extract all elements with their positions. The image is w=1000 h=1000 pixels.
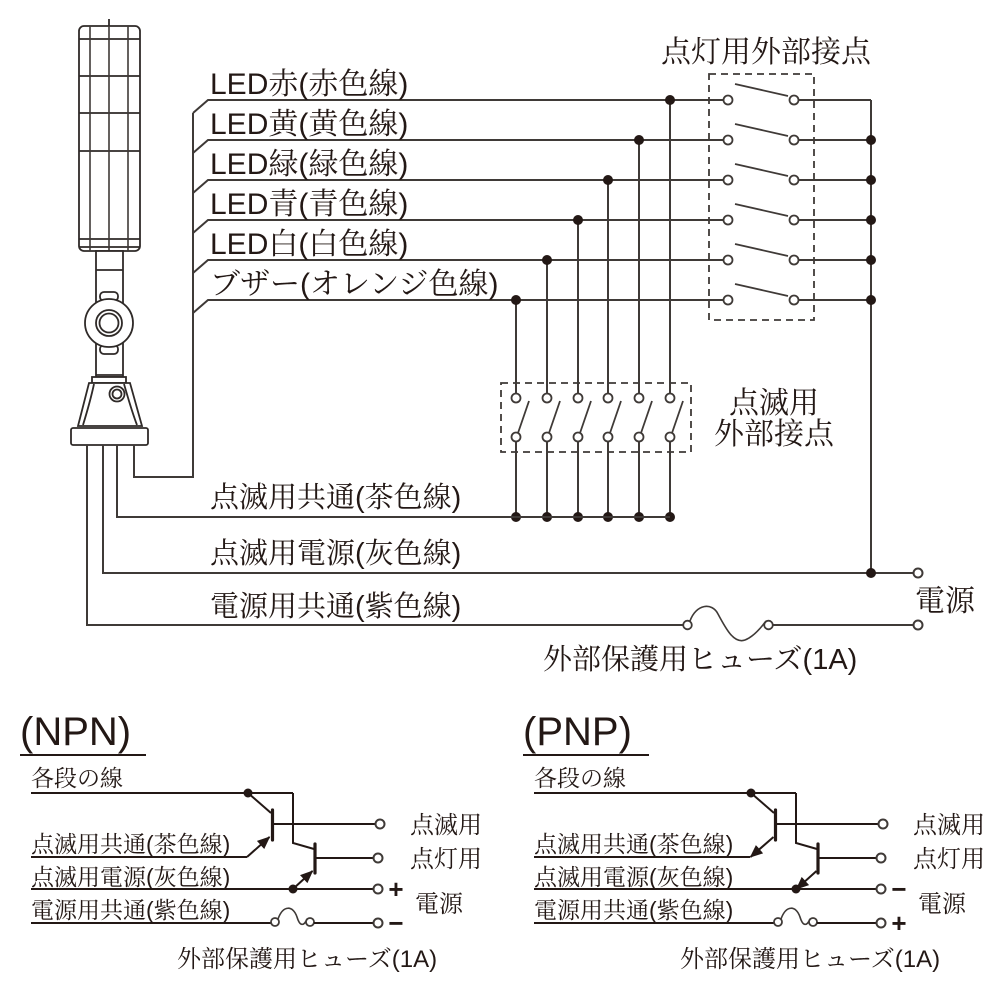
bus-dot (866, 295, 876, 305)
blinking-switch-3 (574, 394, 592, 442)
lighting-switch-1 (724, 84, 799, 105)
npn-transistor1-emitter-arrow (247, 837, 270, 857)
npn-power-label: 電源 (415, 891, 463, 918)
pnp-blink-common-label: 点滅用共通(茶色線) (534, 831, 734, 857)
pnp-polarity-top: − (891, 874, 907, 904)
top-diagram (87, 36, 976, 676)
npn-title: (NPN) (20, 710, 132, 754)
power-common-label: 電源用共通(紫色線) (210, 591, 462, 623)
lighting-contacts-box (709, 74, 814, 320)
bus-junction-dot (866, 568, 876, 578)
npn-blink-power-label: 点滅用電源(灰色線) (31, 864, 231, 890)
wire-label-led-blue: LED青(青色線) (210, 188, 409, 221)
mount-base-plate (71, 428, 148, 445)
branch-drop-wires (516, 100, 670, 394)
wire-label-led-green: LED緑(緑色線) (210, 148, 409, 181)
lighting-contacts-title: 点灯用外部接点 (661, 36, 871, 69)
bus-dot (866, 215, 876, 225)
pnp-power-label: 電源 (918, 891, 966, 918)
lighting-switch-6 (724, 284, 799, 305)
npn-out-light-label: 点灯用 (410, 846, 482, 873)
blinking-contacts-title-line2: 外部接点 (714, 418, 834, 451)
npn-transistor2-emitter-arrow (293, 871, 313, 889)
blinking-contacts-block (501, 383, 835, 522)
lighting-switch-4 (724, 204, 799, 225)
pnp-each-stage-label: 各段の線 (534, 765, 626, 791)
pnp-out-blink-label: 点滅用 (913, 812, 985, 839)
junction-dot (603, 175, 613, 185)
npn-each-stage-label: 各段の線 (31, 765, 123, 791)
lighting-contacts-block (661, 36, 876, 573)
wire-label-led-yellow: LED黄(黄色線) (210, 108, 409, 141)
blinking-switch-4 (604, 394, 622, 442)
blinking-contacts-box (501, 383, 691, 452)
external-fuse-label: 外部保護用ヒューズ(1A) (543, 644, 858, 676)
pnp-fuse-label: 外部保護用ヒューズ(1A) (680, 946, 941, 973)
wire-label-buzzer: ブザー(オレンジ色線) (210, 268, 499, 301)
bus-dot (866, 175, 876, 185)
pnp-transistor2-emitter-arrow (797, 871, 817, 889)
pnp-circuit (523, 710, 985, 973)
npn-power-common-label: 電源用共通(紫色線) (31, 897, 231, 923)
junction-dot (634, 135, 644, 145)
bus-dot (866, 135, 876, 145)
blink-common-label: 点滅用共通(茶色線) (210, 482, 462, 514)
pnp-out-light-label: 点灯用 (913, 846, 985, 873)
pnp-transistor1-emitter-arrow (751, 837, 774, 857)
switch-output-wires (799, 100, 872, 300)
npn-circuit (20, 710, 482, 973)
blinking-switch-5 (635, 394, 653, 442)
external-fuse (683, 606, 773, 640)
npn-fuse-label: 外部保護用ヒューズ(1A) (177, 946, 438, 973)
power-terminal-1 (914, 569, 923, 578)
pnp-title: (PNP) (523, 710, 632, 754)
blinking-contacts-title-line1: 点滅用 (729, 387, 819, 420)
npn-polarity-bottom: − (388, 908, 404, 938)
blinking-switch-6 (666, 394, 684, 442)
ball-joint-outer (85, 299, 133, 347)
blinking-switch-2 (543, 394, 561, 442)
junction-dot (665, 95, 675, 105)
bus-dot (866, 255, 876, 265)
lighting-switch-2 (724, 124, 799, 145)
lighting-switch-3 (724, 164, 799, 185)
pnp-power-common-label: 電源用共通(紫色線) (534, 897, 734, 923)
power-label: 電源 (915, 585, 975, 618)
blinking-switch-1 (512, 394, 530, 442)
wire-label-led-white: LED白(白色線) (210, 228, 409, 261)
wire-buzzer (193, 300, 724, 313)
power-terminal-2 (914, 621, 923, 630)
wire-label-led-red: LED赤(赤色線) (210, 68, 409, 101)
npn-polarity-top: + (388, 874, 404, 904)
blink-power-label: 点滅用電源(灰色線) (210, 538, 462, 570)
junction-dot (542, 255, 552, 265)
pnp-polarity-bottom: + (891, 908, 907, 938)
lighting-switch-5 (724, 244, 799, 265)
harness-riser (134, 113, 193, 477)
fuse-terminal-left (683, 621, 692, 630)
junction-dot (573, 215, 583, 225)
npn-out-blink-label: 点滅用 (410, 812, 482, 839)
pnp-blink-power-label: 点滅用電源(灰色線) (534, 864, 734, 890)
npn-blink-common-label: 点滅用共通(茶色線) (31, 831, 231, 857)
signal-tower-illustration (71, 19, 148, 445)
junction-dot (511, 295, 521, 305)
fuse-element (690, 606, 766, 640)
